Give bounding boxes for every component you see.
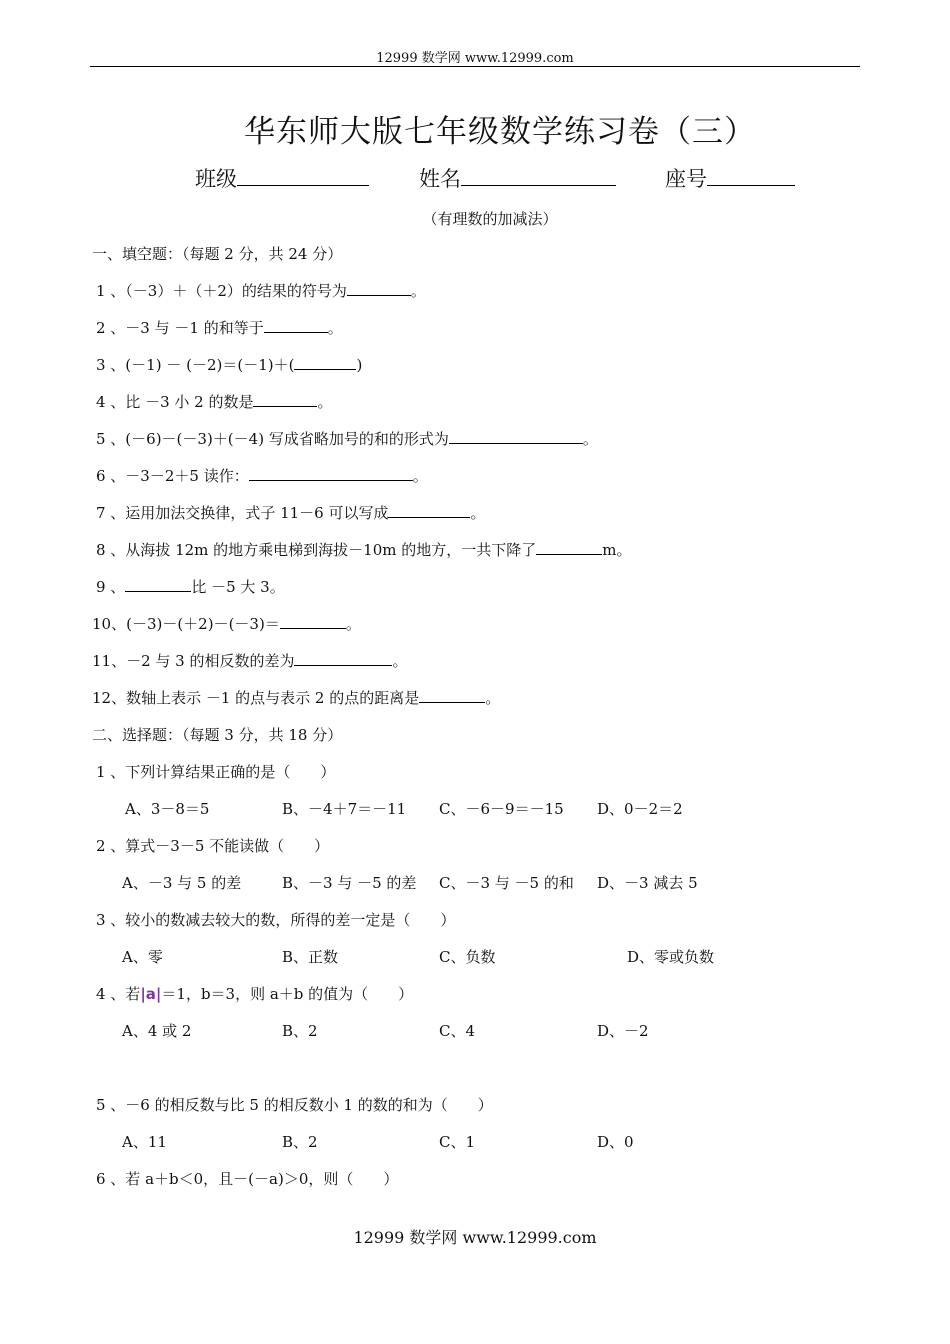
option-a[interactable]: A、－3 与 5 的差: [122, 874, 242, 892]
subtitle: （有理数的加减法）: [422, 210, 558, 228]
option-b[interactable]: B、2: [282, 1022, 318, 1040]
answer-blank[interactable]: [347, 281, 411, 296]
answer-blank[interactable]: [536, 540, 602, 555]
choice-question-3: 3 、较小的数减去较大的数，所得的差一定是（ ）: [96, 911, 456, 929]
option-c[interactable]: C、1: [439, 1133, 476, 1151]
name-label: 姓名: [419, 167, 461, 191]
page-footer: 12999 数学网 www.12999.com: [353, 1228, 597, 1247]
abs-value-image: |a|: [140, 985, 162, 1003]
option-c[interactable]: C、负数: [439, 948, 496, 966]
choice-question-1: 1 、下列计算结果正确的是（ ）: [96, 763, 336, 781]
section2-heading: 二、选择题：（每题 3 分，共 18 分）: [92, 726, 343, 744]
option-a[interactable]: A、零: [122, 948, 163, 966]
option-b[interactable]: B、－4＋7＝－11: [282, 800, 407, 818]
choice-question-2: 2 、算式－3－5 不能读做（ ）: [96, 837, 330, 855]
class-label: 班级: [195, 167, 237, 191]
seat-field: [665, 163, 795, 193]
class-blank[interactable]: [237, 165, 369, 186]
option-c[interactable]: C、－3 与 －5 的和: [439, 874, 574, 892]
option-b[interactable]: B、2: [282, 1133, 318, 1151]
answer-blank[interactable]: [249, 466, 413, 481]
answer-blank[interactable]: [280, 614, 346, 629]
fill-question-8: 8 、从海拔 12m 的地方乘电梯到海拔－10m 的地方，一共下降了 m。: [96, 541, 632, 559]
fill-question-11: 11、－2 与 3 的相反数的差为 。: [92, 652, 408, 670]
header-divider: [90, 66, 860, 67]
option-d[interactable]: D、－3 减去 5: [597, 874, 698, 892]
option-d[interactable]: D、零或负数: [627, 948, 715, 966]
option-d[interactable]: D、－2: [597, 1022, 649, 1040]
fill-question-12: 12、数轴上表示 －1 的点与表示 2 的点的距离是 。: [92, 689, 501, 707]
option-c[interactable]: C、－6－9＝－15: [439, 800, 564, 818]
name-blank[interactable]: [461, 165, 616, 186]
fill-question-4: 4 、比 －3 小 2 的数是 。: [96, 393, 333, 411]
fill-question-10: 10、(－3)－(＋2)－(－3)＝ 。: [92, 615, 361, 633]
fill-question-5: 5 、(－6)－(－3)＋(－4) 写成省略加号的和的形式为 。: [96, 430, 598, 448]
section1-heading: 一、填空题：（每题 2 分，共 24 分）: [92, 245, 343, 263]
answer-blank[interactable]: [294, 355, 356, 370]
option-a[interactable]: A、3－8＝5: [125, 800, 210, 818]
fill-question-7: 7 、运用加法交换律，式子 11－6 可以写成 。: [96, 504, 486, 522]
choice-question-6: 6 、若 a＋b＜0，且－(－a)＞0，则（ ）: [96, 1170, 399, 1188]
answer-blank[interactable]: [253, 392, 317, 407]
answer-blank[interactable]: [449, 429, 583, 444]
fill-question-2: 2 、－3 与 －1 的和等于 。: [96, 319, 343, 337]
seat-blank[interactable]: [707, 165, 795, 186]
option-c[interactable]: C、4: [439, 1022, 476, 1040]
option-a[interactable]: A、11: [122, 1133, 167, 1151]
page-title: 华东师大版七年级数学练习卷（三）: [244, 114, 756, 150]
seat-label: 座号: [665, 167, 707, 191]
option-d[interactable]: D、0: [597, 1133, 634, 1151]
name-field: [419, 163, 616, 193]
answer-blank[interactable]: [264, 318, 328, 333]
answer-blank[interactable]: [294, 651, 392, 666]
class-field: [195, 163, 369, 193]
page-header: 12999 数学网 www.12999.com: [376, 51, 574, 66]
option-a[interactable]: A、4 或 2: [122, 1022, 192, 1040]
choice-question-4: 4 、若|a|＝1，b＝3，则 a＋b 的值为（ ）: [96, 985, 414, 1003]
answer-blank[interactable]: [125, 577, 191, 592]
fill-question-1: 1 、（－3）＋（＋2）的结果的符号为 。: [96, 282, 426, 300]
option-b[interactable]: B、正数: [282, 948, 339, 966]
answer-blank[interactable]: [419, 688, 485, 703]
option-d[interactable]: D、0－2＝2: [597, 800, 683, 818]
fill-question-3: 3 、(－1) － (－2)＝(－1)＋( ): [96, 356, 363, 374]
fill-question-9: 9 、 比 －5 大 3。: [96, 578, 285, 596]
fill-question-6: 6 、－3－2＋5 读作： 。: [96, 467, 428, 485]
choice-question-5: 5 、－6 的相反数与比 5 的相反数小 1 的数的和为（ ）: [96, 1096, 493, 1114]
answer-blank[interactable]: [388, 503, 470, 518]
option-b[interactable]: B、－3 与 －5 的差: [282, 874, 417, 892]
